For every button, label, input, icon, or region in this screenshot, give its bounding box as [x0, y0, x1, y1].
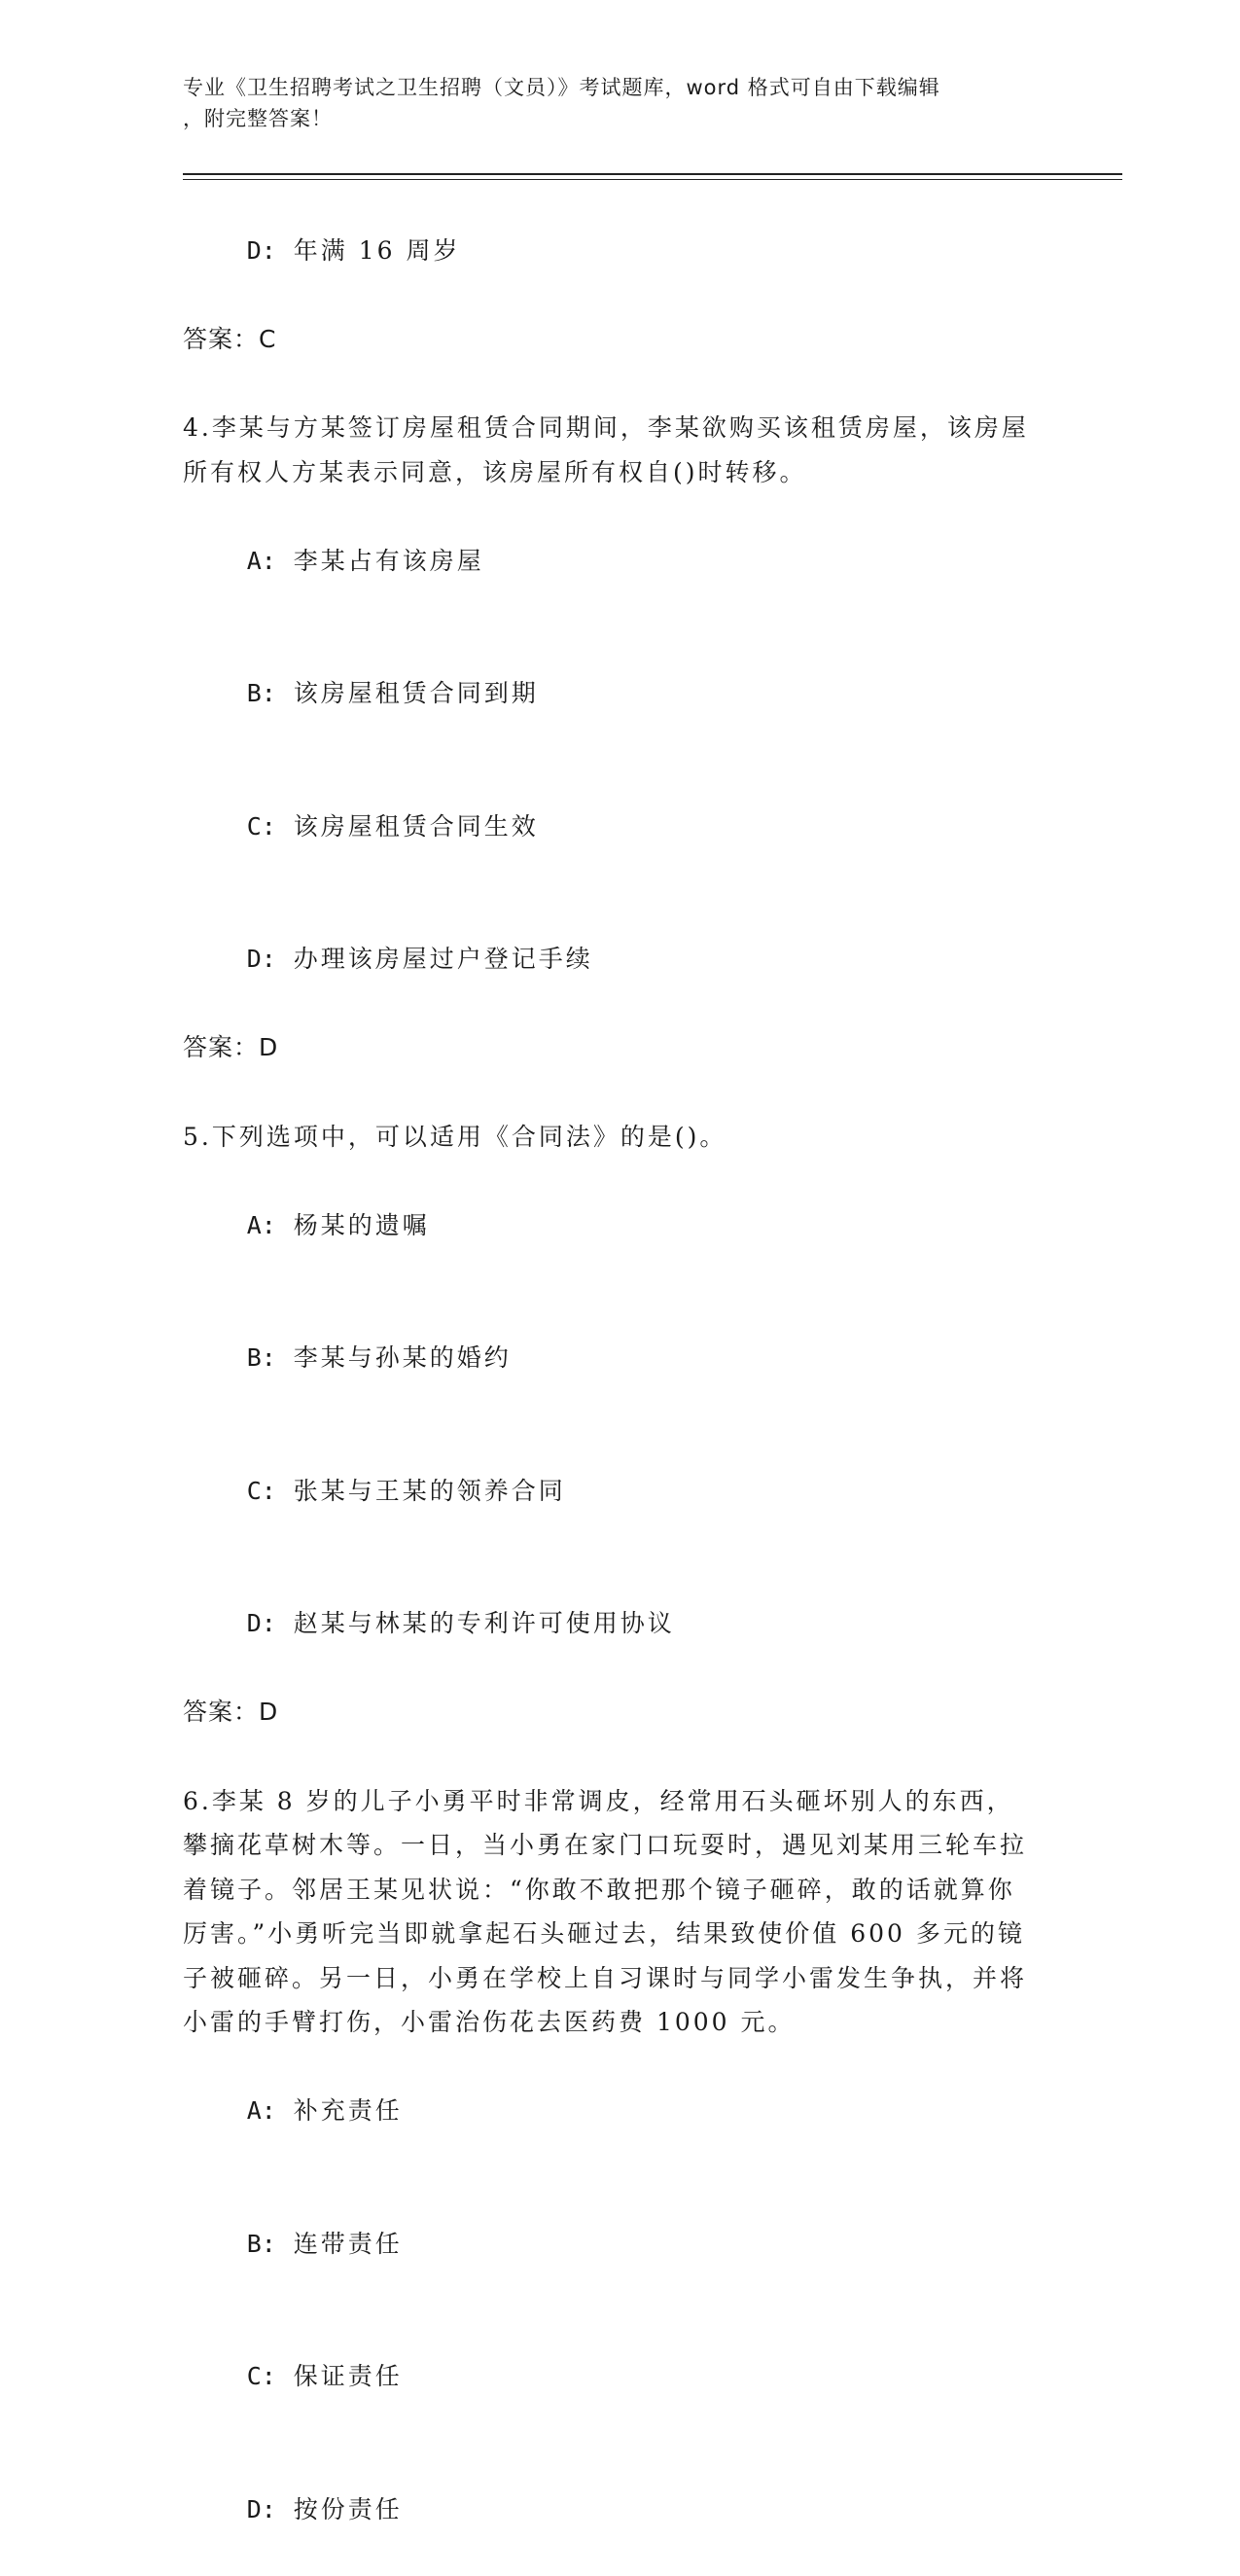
question-4-text: 4.李某与方某签订房屋租赁合同期间，李某欲购买该租赁房屋，该房屋所有权人方某表示同意，该房屋所有权自()时转移。: [183, 413, 1029, 486]
option-label: C:: [246, 1476, 276, 1505]
question-6-option-a: [183, 2045, 1039, 2178]
option-text: 赵某与林某的专利许可使用协议: [293, 1609, 675, 1637]
question-6-text: 6.李某 8 岁的儿子小勇平时非常调皮，经常用石头砸坏别人的东西，攀摘花草树木等。一日，当小勇在家门口玩耍时，遇见刘某用三轮车拉着镜子。邻居王某见状说：“你敢不敢把那个镜子砸碎，敢的话就算你厉害。”小勇听完当即就拿起石头砸过去，结果致使价值 600 多元的镜子被砸碎。另一日，小勇在学校上自习课时与同学小雷发生争执，并将小雷的手臂打伤，小雷治伤花去医药费 1000 元。: [183, 1786, 1028, 2036]
header-divider-thick: [183, 173, 1122, 175]
spacer: [183, 361, 1039, 406]
option-text: 补充责任: [293, 2096, 403, 2125]
option-text: 保证责任: [293, 2362, 403, 2390]
header-divider-thin: [183, 179, 1122, 180]
question-4-option-d: [183, 893, 1039, 1026]
option-text: 李某占有该房屋: [293, 546, 484, 575]
question-content: [183, 184, 1039, 2576]
question-5-answer: 答案：D: [183, 1698, 279, 1726]
option-text: 该房屋租赁合同生效: [293, 811, 539, 841]
option-label: A:: [246, 1210, 276, 1239]
option-text: 张某与王某的领养合同: [293, 1476, 566, 1505]
question-5-option-d: [183, 1557, 1039, 1691]
question-4-option-c: [183, 760, 1039, 893]
option-text: 该房屋租赁合同到期: [293, 679, 539, 707]
question-5-option-c: [183, 1424, 1039, 1557]
header-line-2: ，附完整答案！: [183, 107, 333, 130]
prev-option-d: [183, 184, 1039, 317]
option-text: 按份责任: [293, 2494, 403, 2523]
header-line-1: 专业《卫生招聘考试之卫生招聘（文员）》考试题库，word 格式可自由下载编辑: [183, 76, 940, 99]
option-text: 年满 16 周岁: [293, 235, 461, 265]
option-label: B:: [246, 2229, 276, 2258]
spacer: [183, 1070, 1039, 1115]
question-5-text: 5.下列选项中，可以适用《合同法》的是()。: [183, 1122, 727, 1151]
question-4-option-a: [183, 494, 1039, 627]
question-4-option-b: [183, 627, 1039, 761]
prev-answer: 答案：C: [183, 324, 277, 353]
option-label: A:: [246, 546, 276, 575]
spacer: [183, 1735, 1039, 1779]
document-header: [183, 72, 1039, 134]
question-5-option-b: [183, 1292, 1039, 1425]
question-6-option-b: [183, 2177, 1039, 2310]
option-label: D:: [246, 1609, 276, 1637]
option-text: 杨某的遗嘱: [293, 1210, 430, 1239]
option-text: 连带责任: [293, 2229, 403, 2258]
question-4-answer: 答案：D: [183, 1033, 279, 1061]
option-text: 办理该房屋过户登记手续: [293, 945, 593, 973]
option-label: D:: [246, 235, 276, 265]
question-5-option-a: [183, 1159, 1039, 1292]
option-label: A:: [246, 2096, 276, 2125]
option-label: D:: [246, 2494, 276, 2523]
option-label: B:: [246, 679, 276, 707]
question-6-option-c: [183, 2310, 1039, 2444]
question-6-option-d: [183, 2443, 1039, 2576]
option-label: B:: [246, 1343, 276, 1372]
option-label: C:: [246, 2362, 276, 2390]
option-text: 李某与孙某的婚约: [293, 1343, 512, 1372]
option-label: D:: [246, 945, 276, 973]
option-label: C:: [246, 811, 276, 841]
